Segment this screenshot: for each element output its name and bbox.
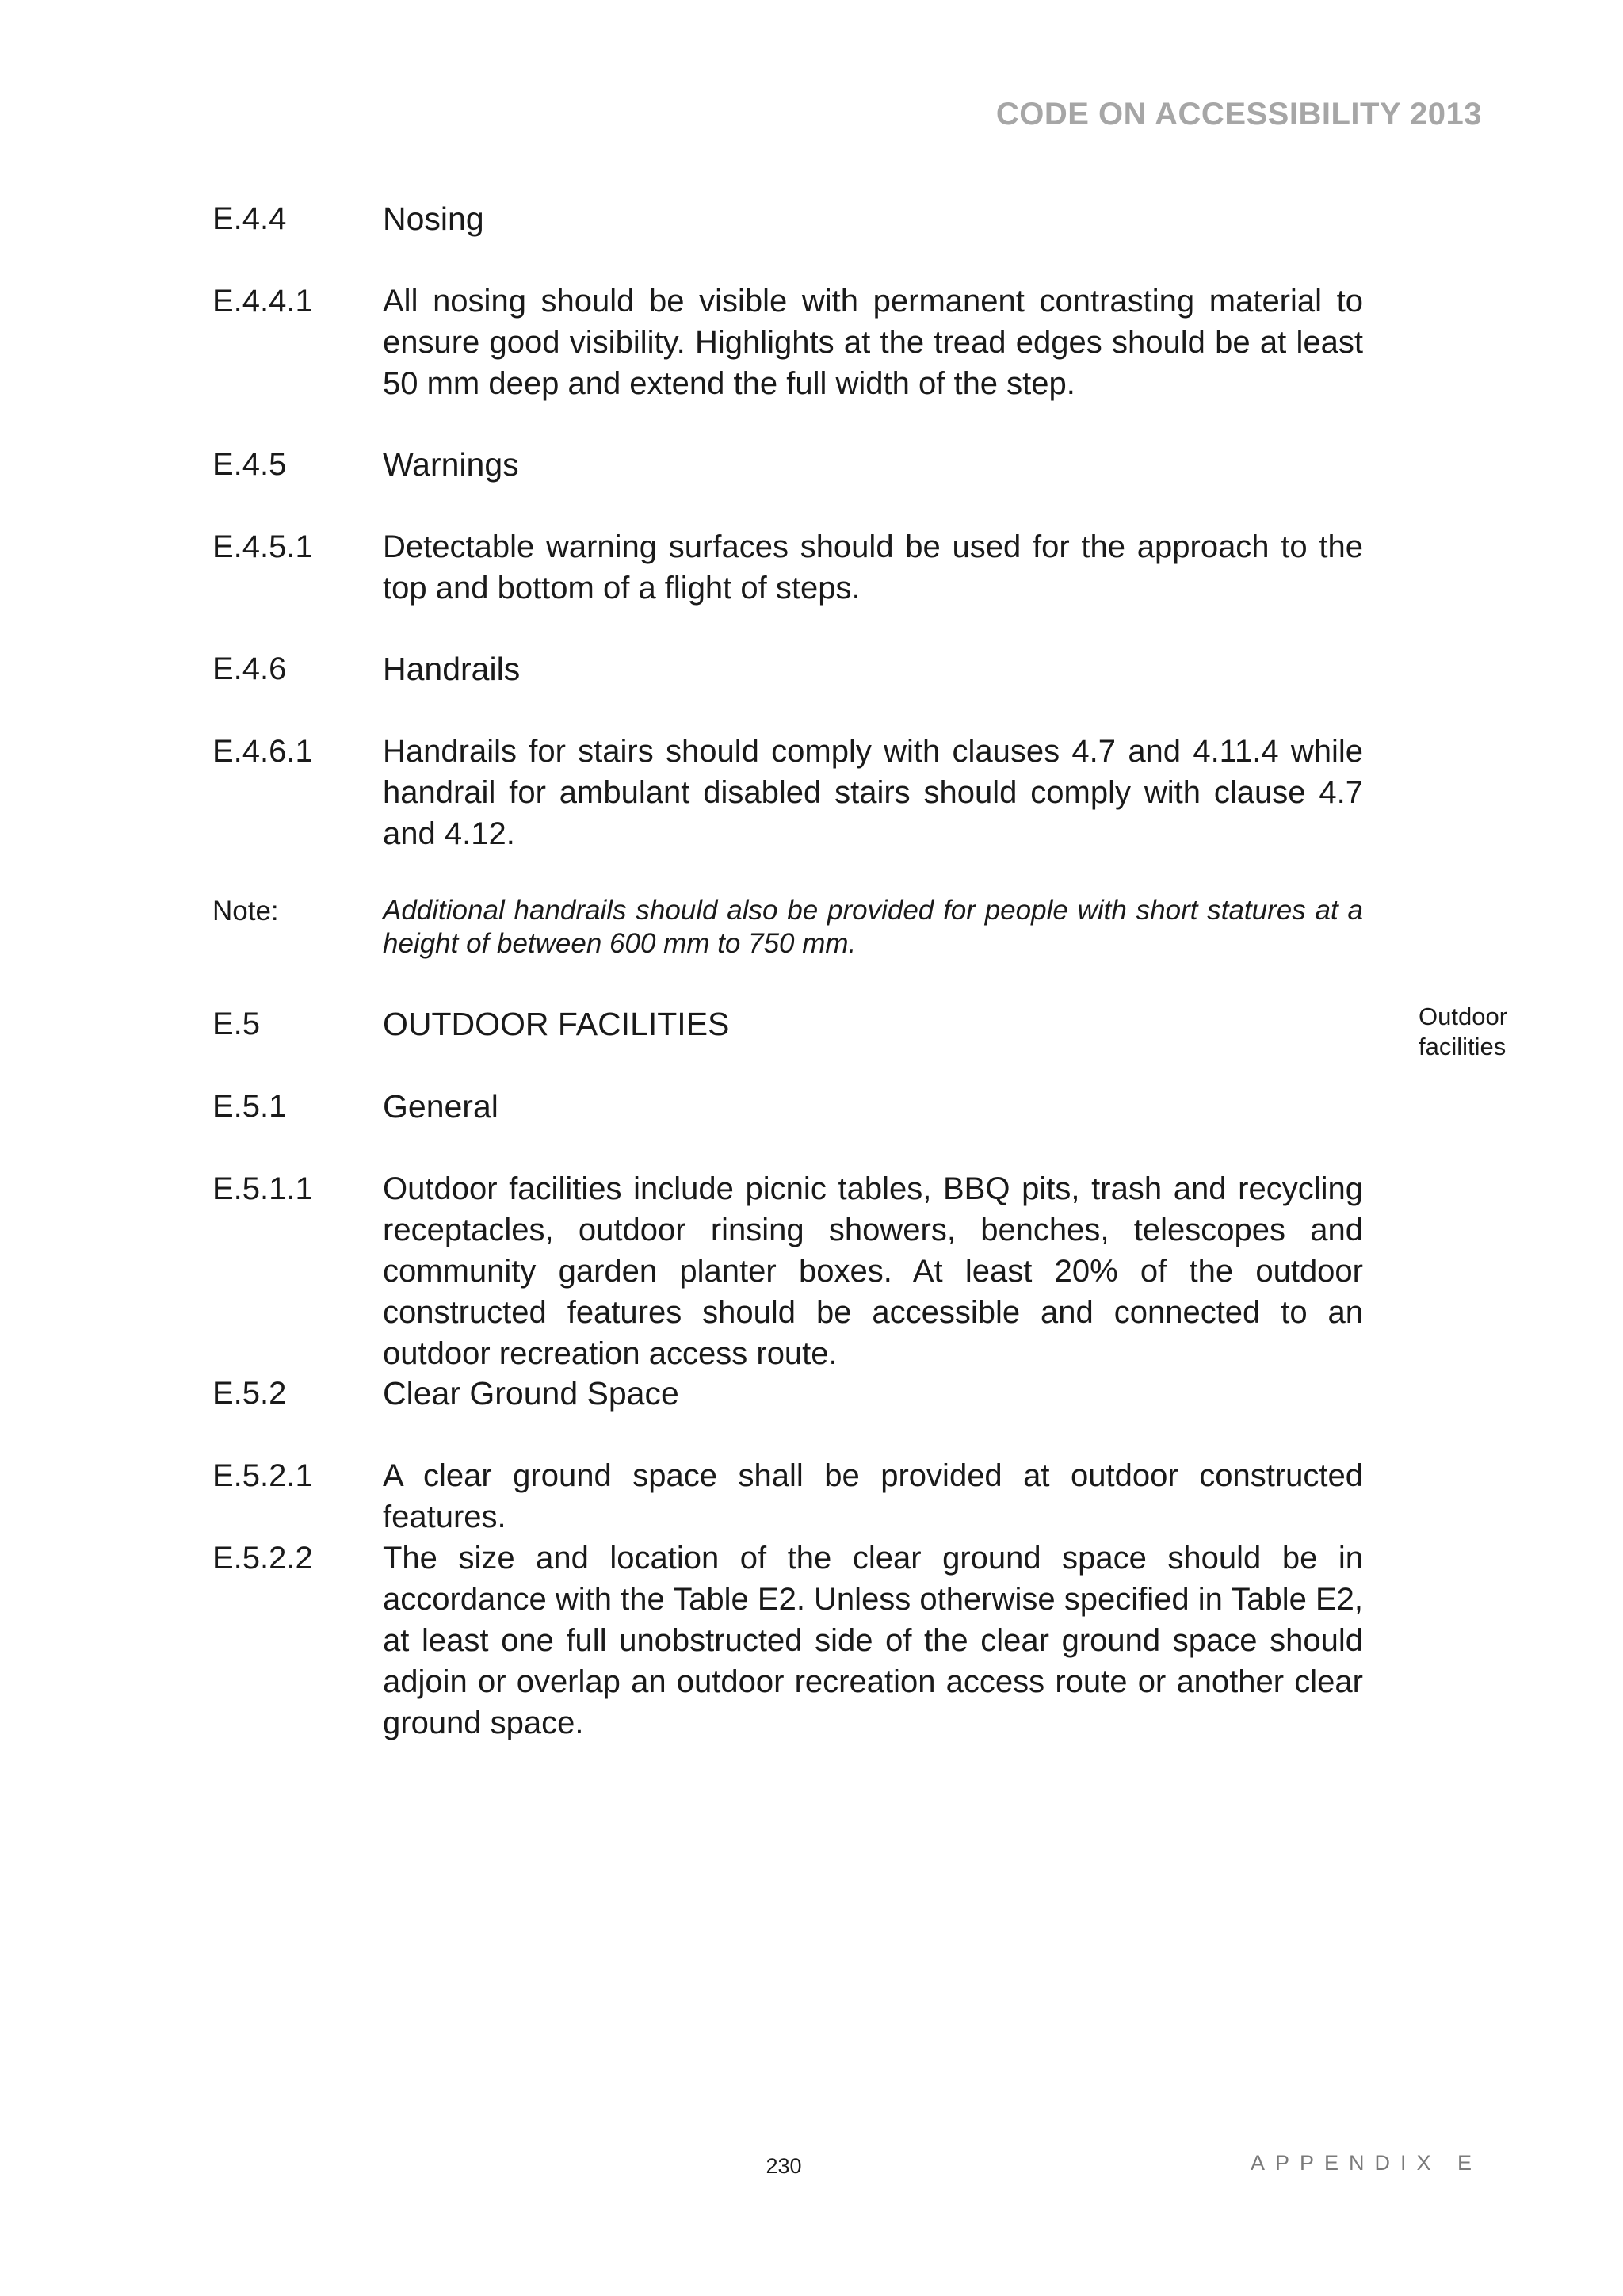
clause-number: E.5.2.1 xyxy=(212,1458,313,1493)
section-title: Warnings xyxy=(383,446,519,483)
section-title: Handrails xyxy=(383,651,521,687)
document-header-title: CODE ON ACCESSIBILITY 2013 xyxy=(995,97,1482,132)
note-label: Note: xyxy=(212,896,279,926)
section-number: E.5.1 xyxy=(212,1089,287,1124)
section-title: Clear Ground Space xyxy=(383,1375,679,1412)
clause-text: Handrails for stairs should comply with clauses 4.7 and 4.11.4 while handrail for ambulant disabled stairs should comply with clause 4.7 and 4.12. xyxy=(383,734,1363,851)
section-number: E.5 xyxy=(212,1007,261,1041)
clause-text: Outdoor facilities include picnic tables, BBQ pits, trash and recycling receptacles, outdoor rinsing showers, benches, telescopes and community garden planter boxes. At least 20% of the outdoor constructed features should be accessible and connected to an outdoor recreation access route. xyxy=(383,1171,1363,1371)
margin-note-line: Outdoor xyxy=(1419,1003,1508,1030)
clause-text: All nosing should be visible with permanent contrasting material to ensure good visibility. Highlights at the tread edges should be at least 50 mm deep and extend the full width of the step. xyxy=(383,284,1363,401)
clause-number: E.5.1.1 xyxy=(212,1171,313,1206)
page-number: 230 xyxy=(766,2154,802,2178)
clause-text: The size and location of the clear ground space should be in accordance with the Table E2. Unless otherwise specified in Table E2, at least one full unobstructed side of the clear ground space should adjoin or overlap an outdoor recreation access route or another clear ground space. xyxy=(383,1541,1364,1740)
section-title: General xyxy=(383,1088,498,1125)
clause-number: E.4.4.1 xyxy=(212,284,313,319)
section-title: OUTDOOR FACILITIES xyxy=(383,1006,730,1042)
clause-number: E.4.6.1 xyxy=(212,734,313,769)
section-number: E.4.6 xyxy=(212,651,287,686)
clause-text: A clear ground space shall be provided at outdoor constructed features. xyxy=(383,1458,1363,1534)
section-number: E.4.5 xyxy=(212,447,287,482)
clause-number: E.4.5.1 xyxy=(212,529,313,564)
margin-note xyxy=(1419,1002,1507,1062)
section-number: E.5.2 xyxy=(212,1376,287,1411)
section-title: Nosing xyxy=(383,201,484,237)
note-text: Additional handrails should also be provided for people with short statures at a height of between 600 mm to 750 mm. xyxy=(383,895,1363,959)
clause-number: E.5.2.2 xyxy=(212,1541,313,1576)
section-number: E.4.4 xyxy=(212,201,287,236)
margin-note-line: facilities xyxy=(1419,1033,1507,1060)
clause-text: Detectable warning surfaces should be used for the approach to the top and bottom of a flight of steps. xyxy=(383,529,1363,606)
footer-appendix-label: APPENDIX E xyxy=(1250,2151,1482,2175)
